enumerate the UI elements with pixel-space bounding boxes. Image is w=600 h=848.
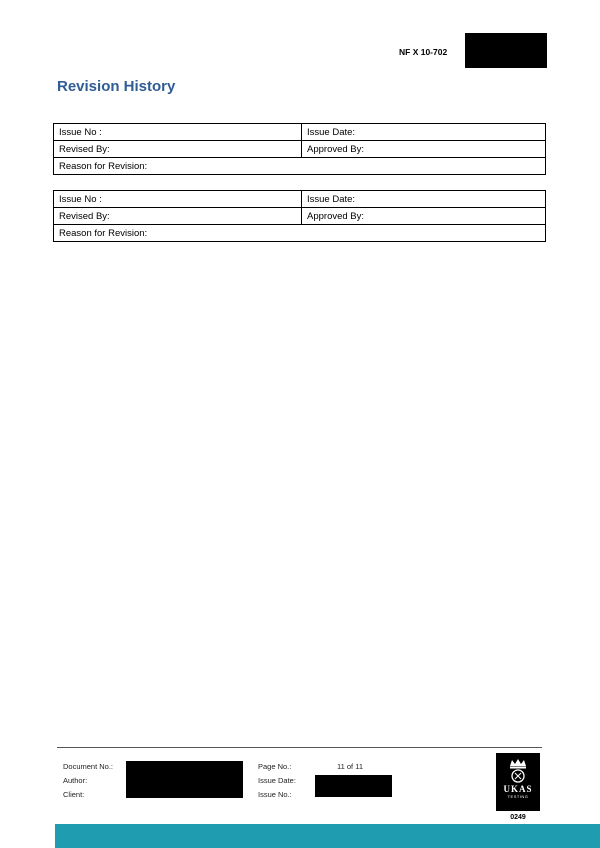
ukas-logo-text: UKAS	[503, 784, 533, 794]
reason-label: Reason for Revision:	[54, 158, 546, 175]
footer-right-redaction	[315, 775, 392, 797]
footer-page-no-value: 11 of 11	[337, 762, 363, 771]
crown-icon	[507, 757, 529, 783]
revision-table-2	[53, 190, 546, 242]
footer-rule	[57, 747, 542, 748]
revision-table-1	[53, 123, 546, 175]
approved-by-label: Approved By:	[302, 208, 546, 225]
footer-client-label: Client:	[63, 790, 85, 799]
header-redaction	[465, 33, 547, 68]
issue-no-label: Issue No :	[54, 191, 302, 208]
footer-document-no-label: Document No.:	[63, 762, 114, 771]
footer-issue-no-label: Issue No.:	[258, 790, 292, 799]
issue-no-label: Issue No :	[54, 124, 302, 141]
revised-by-label: Revised By:	[54, 208, 302, 225]
footer-page-no-label: Page No.:	[258, 762, 292, 771]
bottom-band	[55, 824, 600, 848]
revised-by-label: Revised By:	[54, 141, 302, 158]
issue-date-label: Issue Date:	[302, 124, 546, 141]
footer-author-label: Author:	[63, 776, 88, 785]
page-title: Revision History	[57, 78, 176, 95]
ukas-number: 0249	[510, 814, 526, 821]
footer-issue-date-label: Issue Date:	[258, 776, 296, 785]
ukas-logo	[496, 753, 540, 811]
approved-by-label: Approved By:	[302, 141, 546, 158]
header-doc-code: NF X 10-702	[399, 47, 448, 57]
reason-label: Reason for Revision:	[54, 225, 546, 242]
issue-date-label: Issue Date:	[302, 191, 546, 208]
footer-left-redaction	[126, 761, 243, 798]
ukas-logo-subtext: TESTING	[507, 794, 529, 799]
